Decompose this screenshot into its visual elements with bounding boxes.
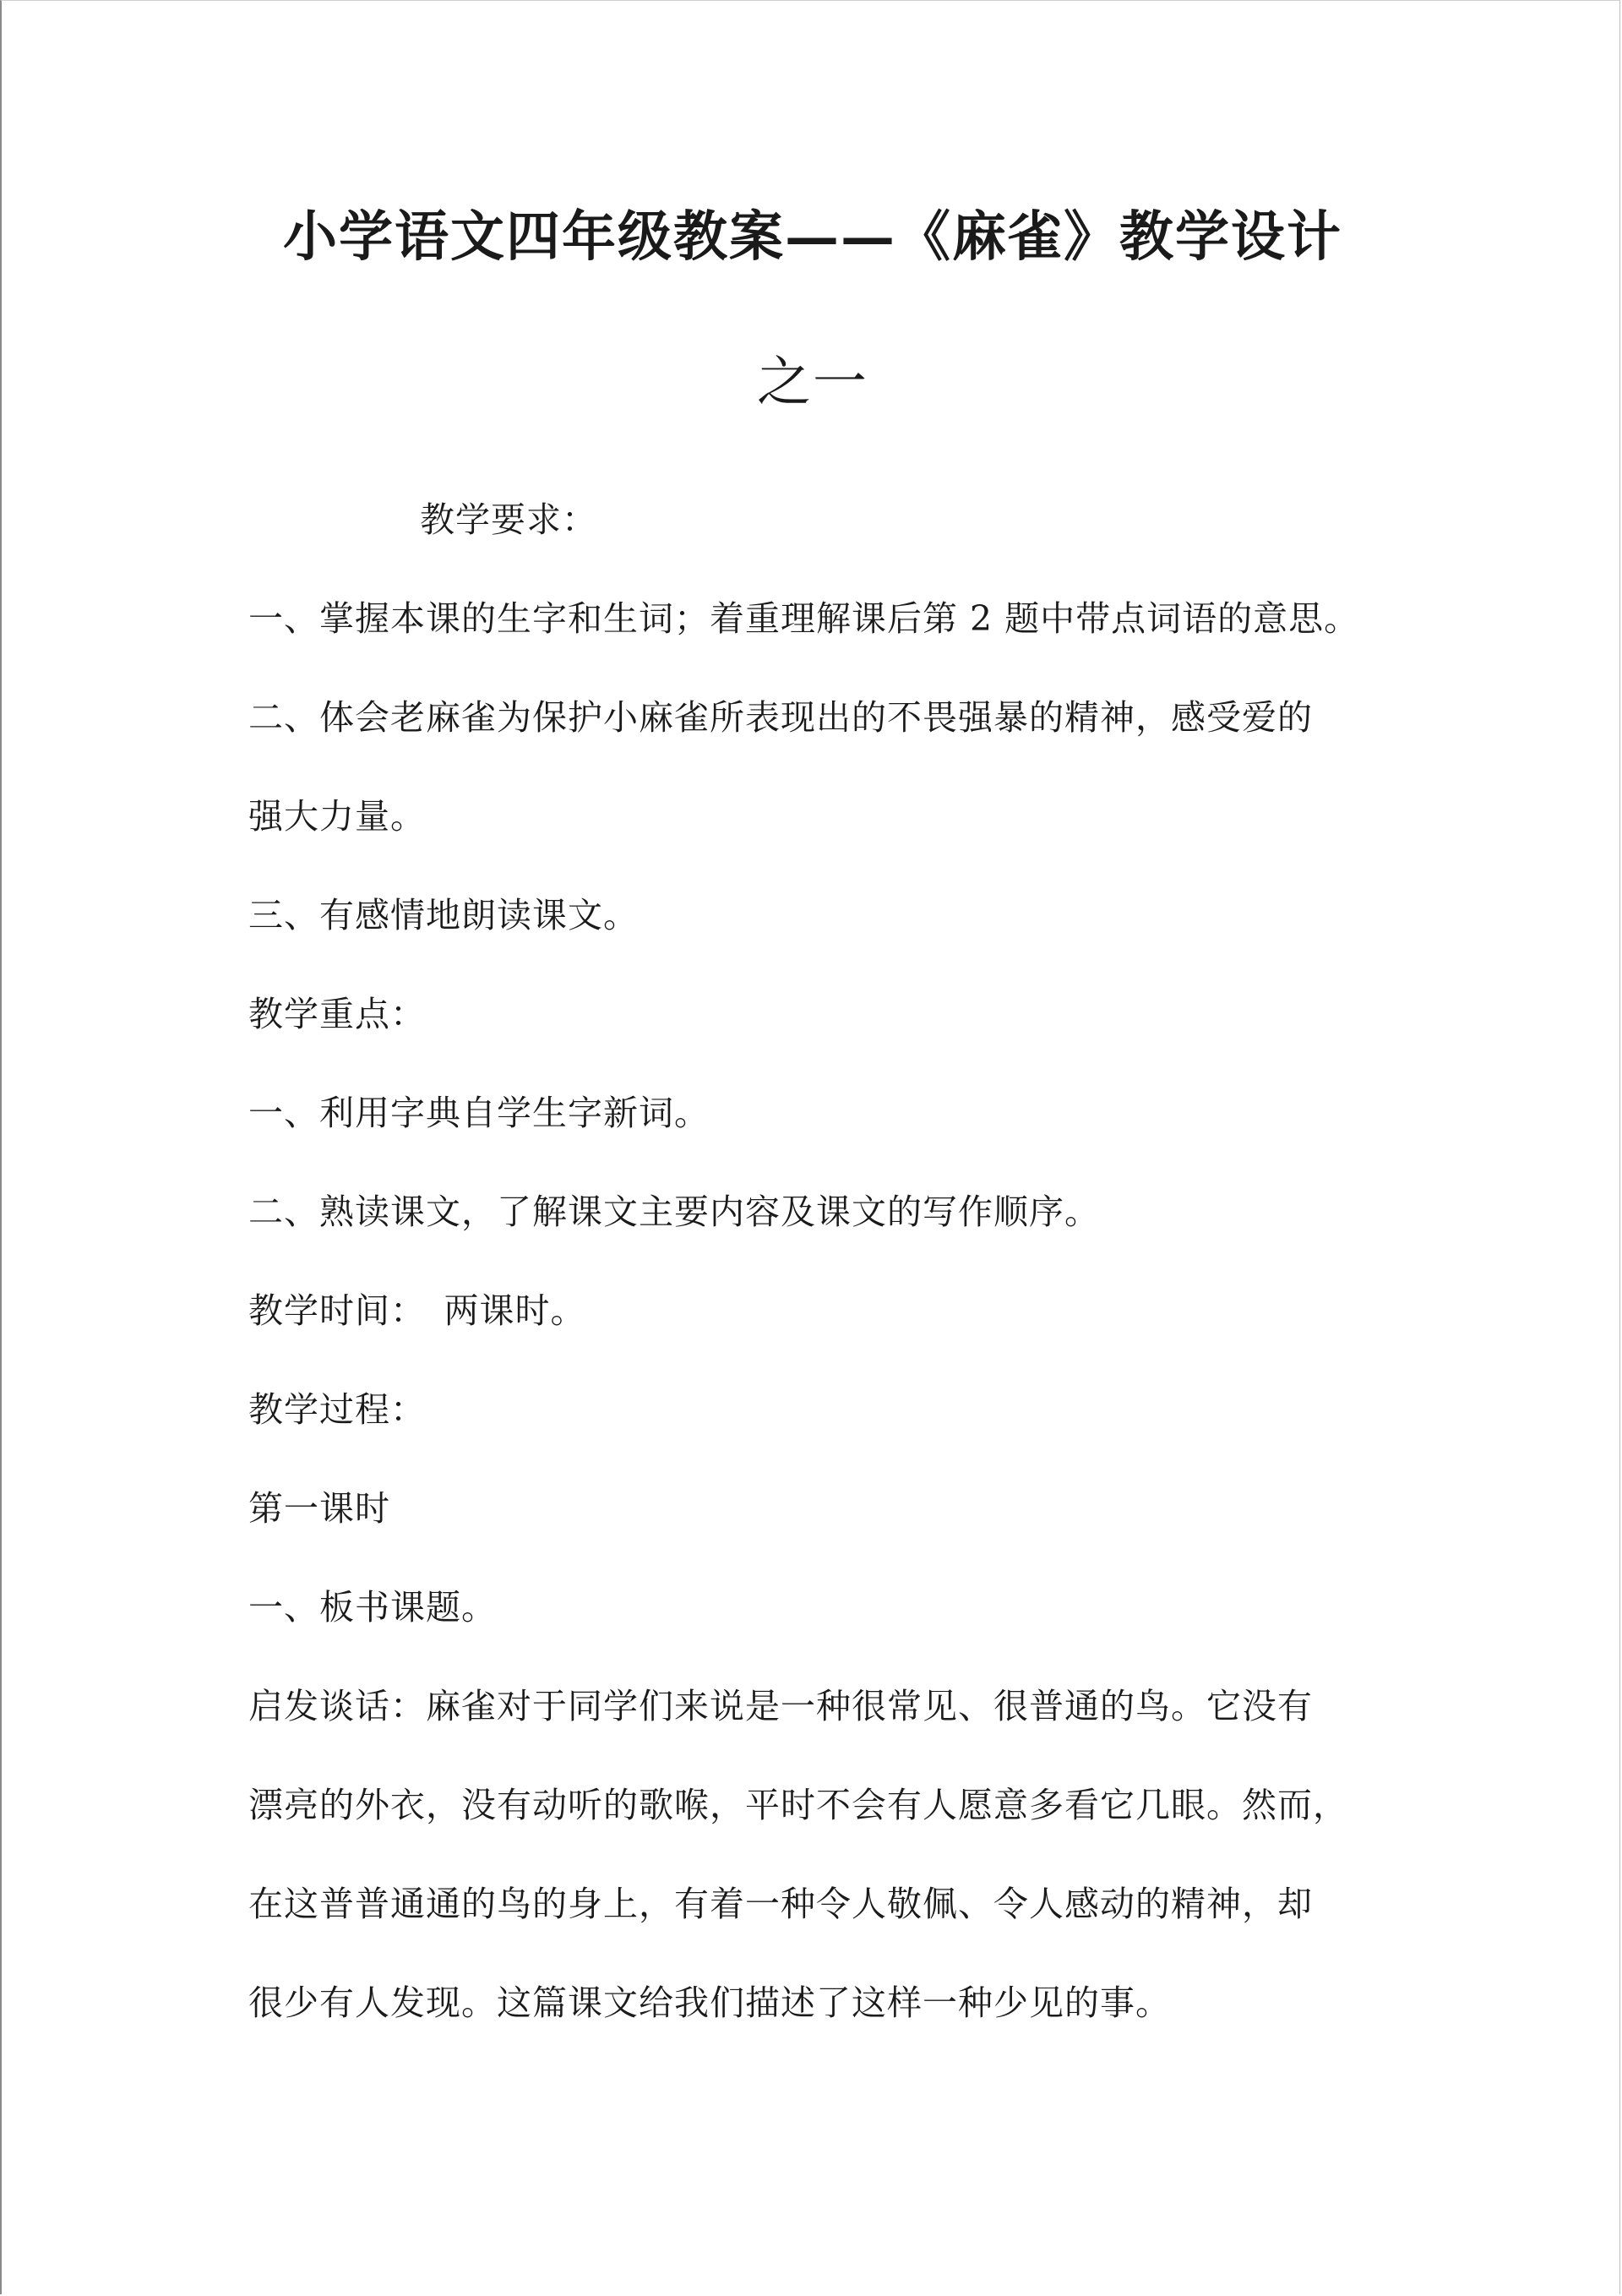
text-line: 一、利用字典自学生字新词。 xyxy=(248,1093,710,1133)
text-line: 一、板书课题。 xyxy=(248,1587,497,1628)
text-line: 强大力量。 xyxy=(248,796,426,837)
text-line: 三、有感情地朗读课文。 xyxy=(248,895,639,935)
text-line: 二、体会老麻雀为保护小麻雀所表现出的不畏强暴的精神，感受爱的 xyxy=(248,697,1313,738)
text-line: 漂亮的外衣，没有动听的歌喉，平时不会有人愿意多看它几眼。然而， xyxy=(248,1785,1348,1825)
text-line: 一、掌握本课的生字和生词；着重理解课后第 2 题中带点词语的意思。 xyxy=(248,598,1360,639)
text-line: 启发谈话：麻雀对于同学们来说是一种很常见、很普通的鸟。它没有 xyxy=(248,1686,1313,1726)
document-title-continued: 之一 xyxy=(757,352,868,414)
section-heading-time: 教学时间： 两课时。 xyxy=(248,1290,586,1331)
section-heading-process: 教学过程： xyxy=(248,1389,426,1430)
text-line: 二、熟读课文，了解课文主要内容及课文的写作顺序。 xyxy=(248,1192,1100,1232)
section-heading-requirements: 教学要求： xyxy=(420,499,597,540)
lesson-heading: 第一课时 xyxy=(248,1488,390,1529)
text-line: 在这普普通通的鸟的身上，有着一种令人敬佩、令人感动的精神，却 xyxy=(248,1884,1313,1924)
text-line: 很少有人发现。这篇课文给我们描述了这样一种少见的事。 xyxy=(248,1982,1171,2023)
section-heading-key-points: 教学重点： xyxy=(248,994,426,1034)
document-title: 小学语文四年级教案——《麻雀》教学设计 xyxy=(283,205,1342,269)
